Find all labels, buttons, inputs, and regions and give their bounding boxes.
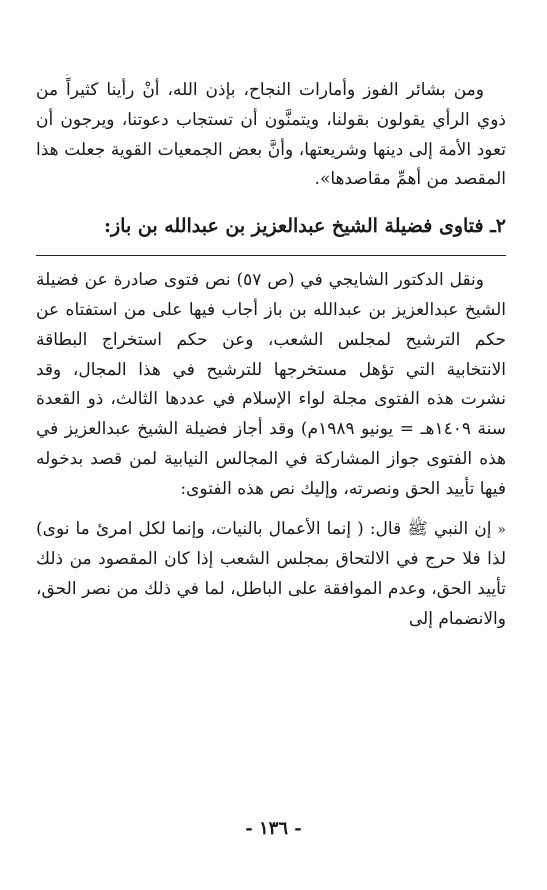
book-page [36,76,506,836]
body-paragraph: ونقل الدكتور الشايجي في (ص ٥٧) نص فتوى صادرة عن فضيلة الشيخ عبدالعزيز بن عبدالله بن باز أجاب فيها على من استفتاه عن حكم الترشيح لمجلس الشعب، وعن حكم استخراج البطاقة الانتخابية التي تؤهل مستخرجها للترشيح في هذا المجال، وقد نشرت هذه الفتوى مجلة لواء الإسلام في عددها الثالث، ذو القعدة سنة ١٤٠٩هـ = يونيو ١٩٨٩م) وقد أجاز فضيلة الشيخ عبدالعزيز في هذه الفتوى جواز المشاركة في المجالس النيابية لمن قصد بدخوله فيها تأييد الحق ونصرته، وإليك نص هذه الفتوى: [36,270,506,499]
fatwa-quote-text: إن النبي ﷺ قال: ( إنما الأعمال بالنيات، وإنما لكل امرئ ما نوى) لذا فلا حرج في الالتحاق بمجلس الشعب إذا كان المقصود من ذلك تأييد الحق، وعدم الموافقة على الباطل، لما في ذلك من نصر الحق، والانضمام إلى [36,518,506,629]
intro-paragraph: ومن بشائر الفوز وأمارات النجاح، بإذن الله، أنْ رأينا كثيراً من ذوي الرأي يقولون بقولنا، ويتمنَّون أن تستجاب دعوتنا، ويرجون أن تعود الأمة إلى دينها وشريعتها، وأنَّ بعض الجمعيات القوية جعلت هذا المقصد من أهمِّ مقاصدها». [36,80,506,190]
section-divider [36,255,506,256]
fatwa-quote [36,515,506,635]
page-number: - ١٣٦ - [245,818,302,839]
section-heading: ٢ـ فتاوى فضيلة الشيخ عبدالعزيز بن عبدالله بن باز: [103,215,506,238]
quote-open-mark: « [497,521,506,538]
